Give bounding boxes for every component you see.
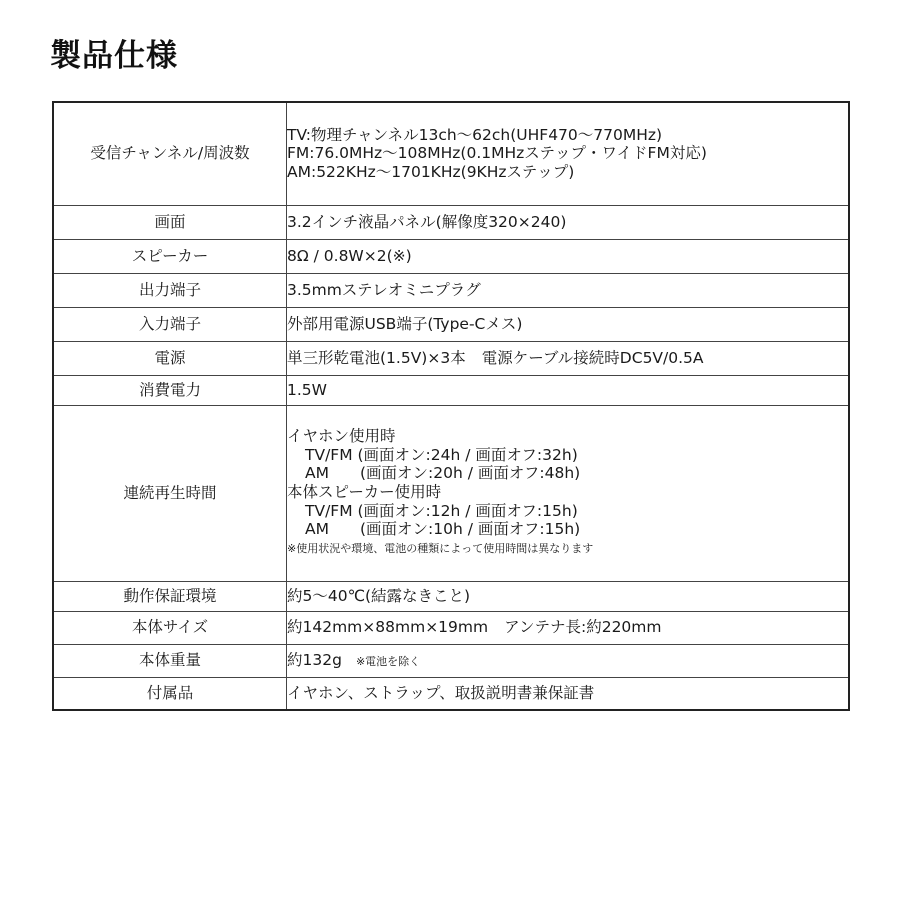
row-label: 付属品: [53, 677, 287, 710]
weight-note: ※電池を除く: [355, 655, 421, 669]
row-label: 入力端子: [53, 307, 287, 341]
antenna-length: アンテナ長:約220mm: [504, 618, 662, 637]
playtime-line: AM (画面オン:10h / 画面オフ:15h): [305, 520, 581, 539]
table-row: [53, 239, 849, 273]
row-label: 動作保証環境: [53, 581, 287, 611]
playtime-line: TV/FM (画面オン:12h / 画面オフ:15h): [305, 501, 578, 520]
row-label: 画面: [53, 205, 287, 239]
row-label: 本体サイズ: [53, 611, 287, 644]
table-row: [53, 102, 849, 205]
table-row: [53, 341, 849, 375]
row-value: 外部用電源USB端子(Type-Cメス): [287, 307, 850, 341]
page-title: 製品仕様: [50, 38, 178, 74]
table-row: [53, 307, 849, 341]
table-row: [53, 611, 849, 644]
row-value: [287, 405, 850, 581]
row-value: [287, 102, 850, 205]
playtime-heading-speaker: 本体スピーカー使用時: [287, 483, 442, 501]
reception-am: AM:522KHz〜1701KHz(9KHzステップ): [287, 163, 575, 182]
body-size: 約142mm×88mm×19mm: [287, 618, 489, 637]
reception-fm: FM:76.0MHz〜108MHz(0.1MHzステップ・ワイドFM対応): [287, 144, 707, 163]
body-weight: 約132g: [287, 651, 342, 670]
table-row: [53, 581, 849, 611]
table-row: [53, 405, 849, 581]
row-label: スピーカー: [53, 239, 287, 273]
row-value: 3.5mmステレオミニプラグ: [287, 273, 850, 307]
playtime-line: AM (画面オン:20h / 画面オフ:48h): [305, 464, 581, 483]
table-row: [53, 677, 849, 710]
playtime-heading-earphone: イヤホン使用時: [287, 427, 396, 446]
row-value: [287, 611, 850, 644]
row-value: 約5〜40℃(結露なきこと): [287, 581, 850, 611]
power-battery: 単三形乾電池(1.5V)×3本: [287, 348, 466, 367]
table-row: [53, 205, 849, 239]
row-value: 3.2インチ液晶パネル(解像度320×240): [287, 205, 850, 239]
table-row: [53, 273, 849, 307]
row-value: イヤホン、ストラップ、取扱説明書兼保証書: [287, 677, 850, 710]
spec-table: [52, 101, 850, 711]
playtime-note: ※使用状況や環境、電池の種類によって使用時間は異なります: [287, 541, 594, 555]
table-row: [53, 644, 849, 677]
row-label: 本体重量: [53, 644, 287, 677]
table-row: [53, 375, 849, 405]
power-cable: 電源ケーブル接続時DC5V/0.5A: [481, 348, 704, 367]
row-value: 8Ω / 0.8W×2(※): [287, 239, 850, 273]
row-value: [287, 644, 850, 677]
row-label: 連続再生時間: [53, 405, 287, 581]
row-label: 電源: [53, 341, 287, 375]
row-label: 受信チャンネル/周波数: [53, 102, 287, 205]
row-value: 1.5W: [287, 375, 850, 405]
row-value: [287, 341, 850, 375]
playtime-line: TV/FM (画面オン:24h / 画面オフ:32h): [305, 445, 578, 464]
reception-tv: TV:物理チャンネル13ch〜62ch(UHF470〜770MHz): [287, 125, 663, 144]
row-label: 出力端子: [53, 273, 287, 307]
row-label: 消費電力: [53, 375, 287, 405]
